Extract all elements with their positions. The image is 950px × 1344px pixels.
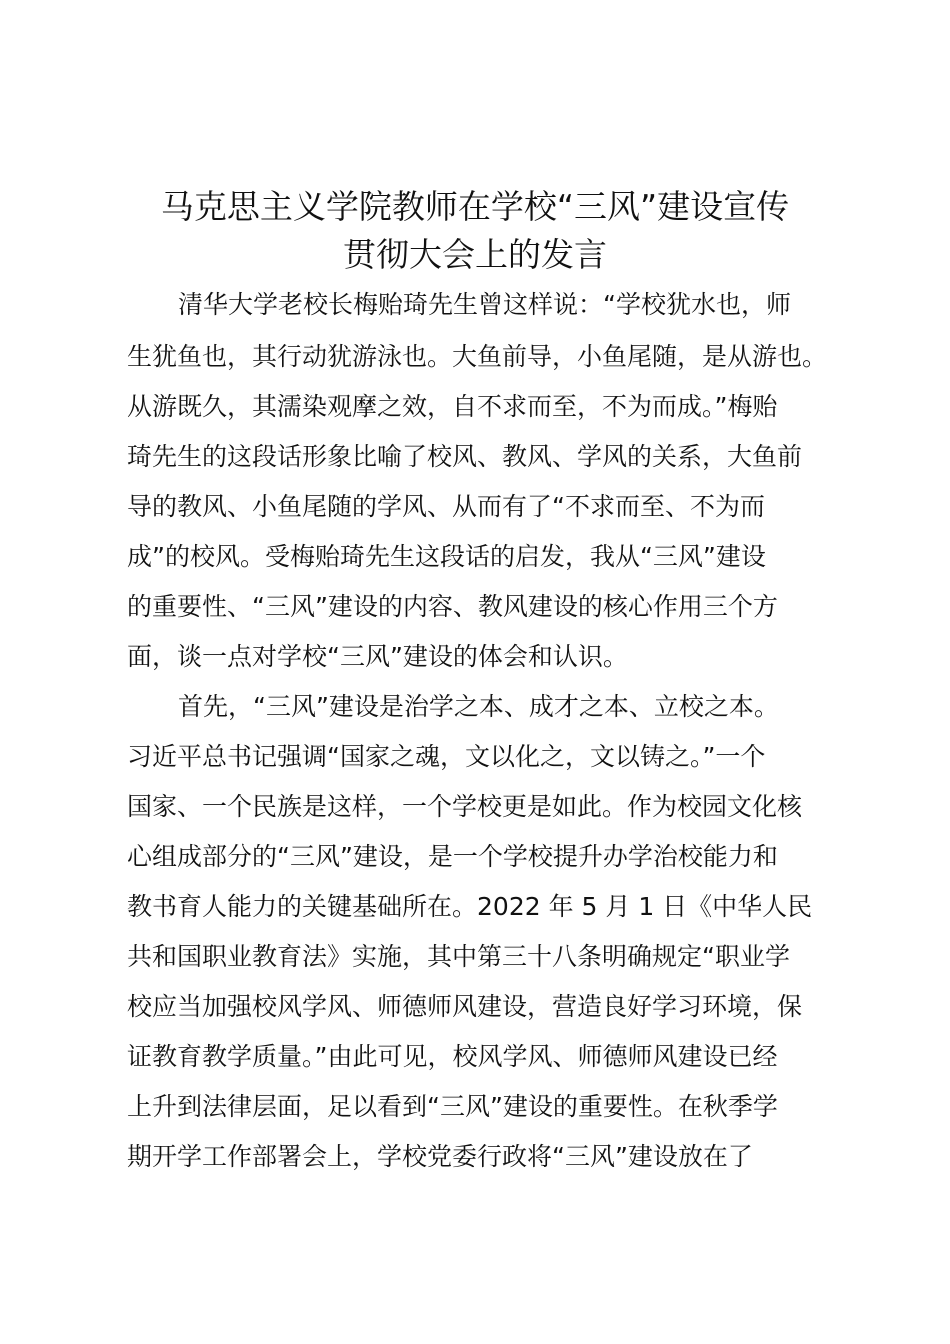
body-line-14: 共和国职业教育法》实施，其中第三十八条明确规定“职业学 — [127, 942, 790, 971]
body-line-7: 的重要性、“三风”建设的内容、教风建设的核心作用三个方 — [127, 592, 778, 621]
body-line-6: 成”的校风。受梅贻琦先生这段话的启发，我从“三风”建设 — [127, 542, 766, 571]
body-line-15: 校应当加强校风学风、师德师风建设，营造良好学习环境，保 — [127, 992, 803, 1021]
body-line-4: 琦先生的这段话形象比喻了校风、教风、学风的关系，大鱼前 — [127, 442, 803, 471]
document-title-line-1: 马克思主义学院教师在学校“三风”建设宣传 — [160, 187, 790, 226]
body-line-3: 从游既久，其濡染观摩之效，自不求而至，不为而成。”梅贻 — [127, 392, 778, 421]
document-title-line-2: 贯彻大会上的发言 — [343, 235, 607, 274]
body-line-11: 国家、一个民族是这样，一个学校更是如此。作为校园文化核 — [127, 792, 803, 821]
body-line-2: 生犹鱼也，其行动犹游泳也。大鱼前导，小鱼尾随，是从游也。 — [127, 342, 828, 371]
body-line-18: 期开学工作部署会上，学校党委行政将“三风”建设放在了 — [127, 1142, 753, 1171]
body-line-13: 教书育人能力的关键基础所在。2022 年 5 月 1 日《中华人民 — [127, 892, 813, 921]
body-line-8: 面，谈一点对学校“三风”建设的体会和认识。 — [127, 642, 628, 671]
body-line-1: 清华大学老校长梅贻琦先生曾这样说：“学校犹水也，师 — [178, 290, 791, 319]
body-line-5: 导的教风、小鱼尾随的学风、从而有了“不求而至、不为而 — [127, 492, 765, 521]
body-line-16: 证教育教学质量。”由此可见，校风学风、师德师风建设已经 — [127, 1042, 778, 1071]
body-line-10: 习近平总书记强调“国家之魂，文以化之，文以铸之。”一个 — [127, 742, 766, 771]
body-line-17: 上升到法律层面，足以看到“三风”建设的重要性。在秋季学 — [127, 1092, 778, 1121]
body-line-12: 心组成部分的“三风”建设，是一个学校提升办学治校能力和 — [127, 842, 778, 871]
body-line-9: 首先，“三风”建设是治学之本、成才之本、立校之本。 — [178, 692, 779, 721]
